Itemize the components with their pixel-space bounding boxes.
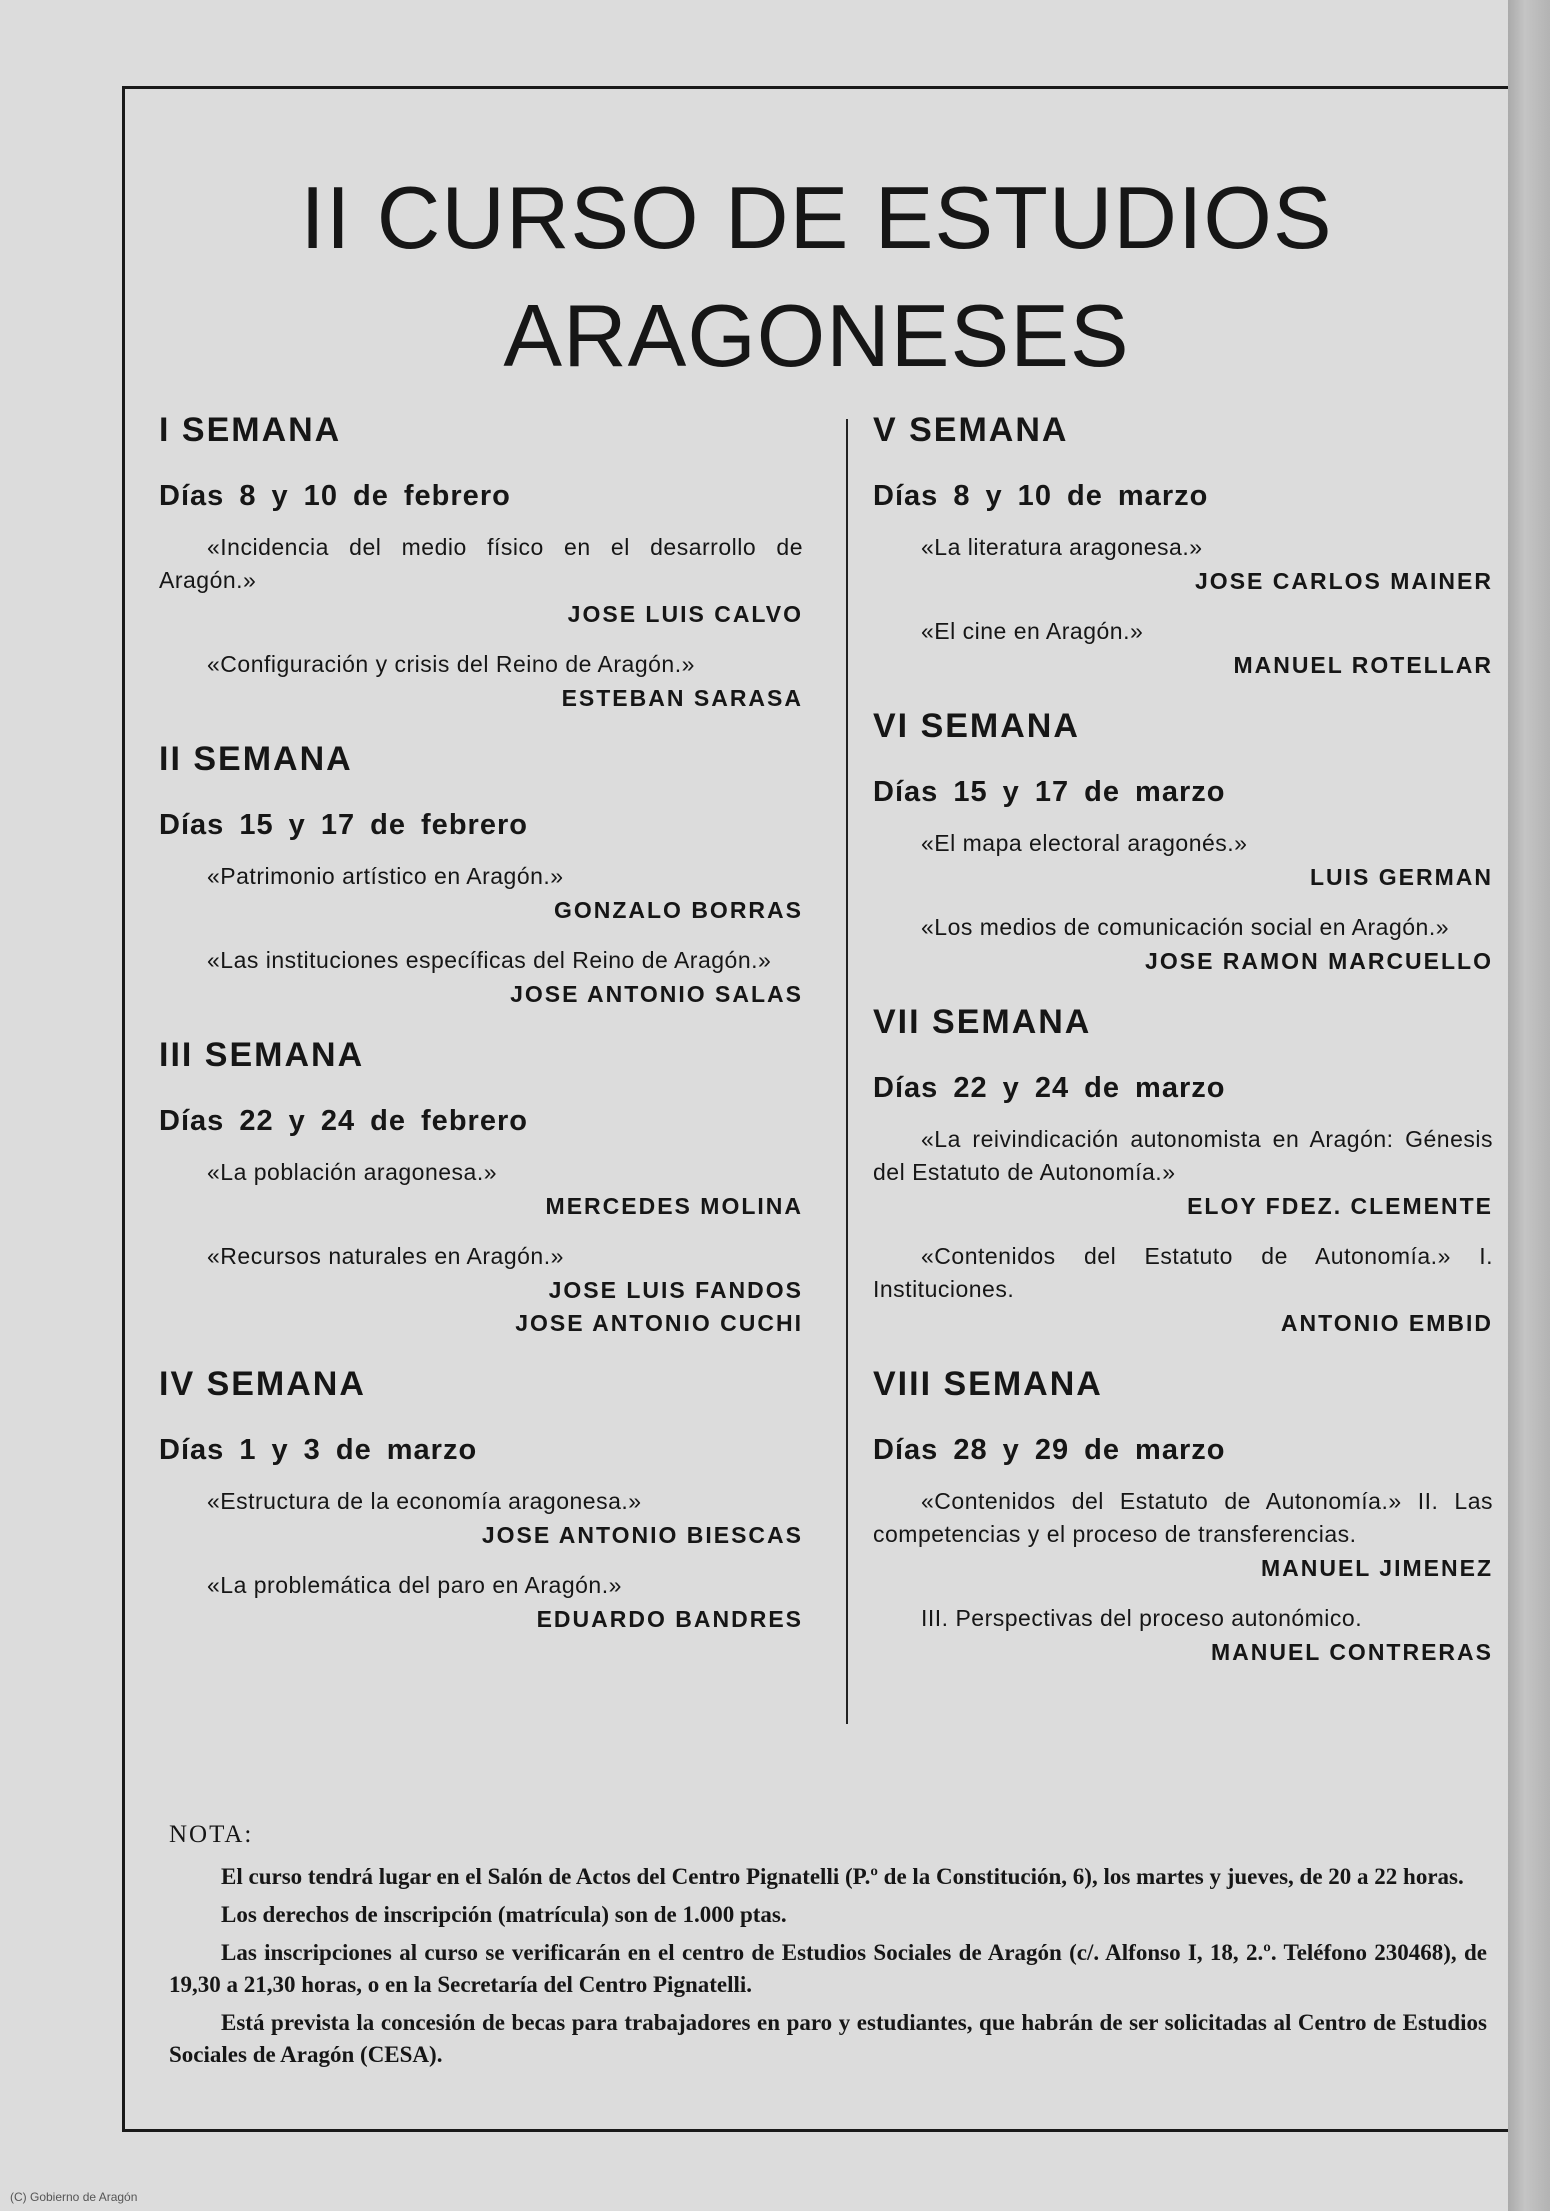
nota-section	[169, 1819, 1487, 2077]
speaker-name: MANUEL CONTRERAS	[1210, 1639, 1493, 1665]
week-title: IV SEMANA	[159, 1365, 366, 1403]
title-line-1: II CURSO DE ESTUDIOS	[300, 168, 1333, 267]
talk-entry	[159, 1569, 803, 1635]
title-line-2: ARAGONESES	[503, 286, 1130, 385]
talk-entry	[159, 1156, 803, 1222]
speaker-name: ELOY FDEZ. CLEMENTE	[1187, 1193, 1493, 1219]
speaker-name: MANUEL ROTELLAR	[1233, 652, 1493, 678]
speaker-name: LUIS GERMAN	[1310, 864, 1493, 890]
speaker-name: EDUARDO BANDRES	[536, 1606, 803, 1632]
nota-label: NOTA:	[169, 1821, 254, 1848]
week-block	[159, 411, 803, 714]
speaker-name: JOSE ANTONIO BIESCAS	[481, 1522, 803, 1548]
lecture-title: «La población aragonesa.»	[207, 1159, 498, 1185]
lecture-title: «Incidencia del medio físico en el desarrollo de Aragón.»	[159, 534, 803, 593]
talk-entry	[873, 827, 1493, 893]
speaker-name: ESTEBAN SARASA	[561, 685, 803, 711]
nota-paragraph: Las inscripciones al curso se verificarán en el centro de Estudios Sociales de Aragón (c/. Alfonso I, 18, 2.º. Teléfono 230468), de 19,30 a 21,30 horas, o en la Secretaría del Centro Pignatelli.	[169, 1940, 1487, 1997]
week-block	[159, 740, 803, 1010]
week-block	[873, 707, 1493, 977]
talk-entry	[159, 1485, 803, 1551]
speaker-name: JOSE LUIS FANDOS	[548, 1277, 803, 1303]
page-title	[125, 159, 1508, 395]
week-title: I SEMANA	[159, 411, 342, 449]
lecture-title: «El mapa electoral aragonés.»	[921, 830, 1248, 856]
speaker-name: MERCEDES MOLINA	[545, 1193, 803, 1219]
talk-entry	[159, 1240, 803, 1339]
nota-paragraph: Los derechos de inscripción (matrícula) son de 1.000 ptas.	[221, 1902, 787, 1927]
lecture-title: «Los medios de comunicación social en Aragón.»	[921, 914, 1450, 940]
week-block	[159, 1365, 803, 1635]
talk-entry	[873, 911, 1493, 977]
week-block	[873, 1003, 1493, 1339]
poster-frame	[122, 86, 1508, 2132]
speaker-name: MANUEL JIMENEZ	[1260, 1555, 1493, 1581]
talk-entry	[873, 1240, 1493, 1339]
talk-entry	[873, 1123, 1493, 1222]
nota-paragraph: El curso tendrá lugar en el Salón de Actos del Centro Pignatelli (P.º de la Constitución, 6), los martes y jueves, de 20 a 22 horas.	[221, 1864, 1464, 1889]
lecture-title: «La problemática del paro en Aragón.»	[207, 1572, 622, 1598]
week-title: III SEMANA	[159, 1036, 365, 1074]
week-title: V SEMANA	[873, 411, 1069, 449]
nota-paragraph: Está prevista la concesión de becas para trabajadores en paro y estudiantes, que habrán de ser solicitadas al Centro de Estudios Sociales de Aragón (CESA).	[169, 2010, 1487, 2067]
speaker-name: GONZALO BORRAS	[553, 897, 803, 923]
speaker-name: JOSE RAMON MARCUELLO	[1145, 948, 1493, 974]
lecture-title: «La reivindicación autonomista en Aragón: Génesis del Estatuto de Autonomía.»	[873, 1126, 1493, 1185]
week-title: VI SEMANA	[873, 707, 1080, 745]
speaker-name: JOSE LUIS CALVO	[567, 601, 803, 627]
week-dates: Días 28 y 29 de marzo	[873, 1434, 1226, 1466]
week-block	[159, 1036, 803, 1339]
lecture-title: «Patrimonio artístico en Aragón.»	[207, 863, 564, 889]
lecture-title: «Contenidos del Estatuto de Autonomía.» II. Las competencias y el proceso de transferencias.	[873, 1488, 1493, 1547]
talk-entry	[159, 860, 803, 926]
week-dates: Días 8 y 10 de marzo	[873, 480, 1209, 512]
week-dates: Días 1 y 3 de marzo	[159, 1434, 478, 1466]
adjacent-page-edge	[1508, 0, 1550, 2211]
lecture-title: «Recursos naturales en Aragón.»	[207, 1243, 564, 1269]
speaker-name: JOSE ANTONIO SALAS	[510, 981, 803, 1007]
talk-entry	[159, 944, 803, 1010]
week-dates: Días 22 y 24 de marzo	[873, 1072, 1226, 1104]
week-dates: Días 8 y 10 de febrero	[159, 480, 511, 512]
copyright-notice: (C) Gobierno de Aragón	[10, 2190, 138, 2204]
left-column	[159, 411, 803, 1661]
week-dates: Días 15 y 17 de febrero	[159, 809, 528, 841]
week-title: VIII SEMANA	[873, 1365, 1103, 1403]
nota-paragraphs	[169, 1861, 1487, 2071]
speaker-name: ANTONIO EMBID	[1280, 1310, 1493, 1336]
talk-entry	[159, 648, 803, 714]
lecture-title: III. Perspectivas del proceso autonómico.	[921, 1605, 1363, 1631]
lecture-title: «Estructura de la economía aragonesa.»	[207, 1488, 642, 1514]
lecture-title: «Contenidos del Estatuto de Autonomía.» I. Instituciones.	[873, 1243, 1493, 1302]
right-column	[873, 411, 1493, 1694]
talk-entry	[159, 531, 803, 630]
talk-entry	[873, 1602, 1493, 1668]
week-title: VII SEMANA	[873, 1003, 1092, 1041]
week-title: II SEMANA	[159, 740, 353, 778]
week-dates: Días 15 y 17 de marzo	[873, 776, 1226, 808]
week-block	[873, 411, 1493, 681]
week-block	[873, 1365, 1493, 1668]
lecture-title: «Configuración y crisis del Reino de Aragón.»	[207, 651, 695, 677]
talk-entry	[873, 1485, 1493, 1584]
column-divider	[846, 419, 848, 1724]
speaker-name: JOSE ANTONIO CUCHI	[515, 1310, 803, 1336]
speaker-name: JOSE CARLOS MAINER	[1195, 568, 1493, 594]
lecture-title: «El cine en Aragón.»	[921, 618, 1144, 644]
week-dates: Días 22 y 24 de febrero	[159, 1105, 528, 1137]
lecture-title: «Las instituciones específicas del Reino de Aragón.»	[207, 947, 772, 973]
lecture-title: «La literatura aragonesa.»	[921, 534, 1203, 560]
talk-entry	[873, 615, 1493, 681]
talk-entry	[873, 531, 1493, 597]
